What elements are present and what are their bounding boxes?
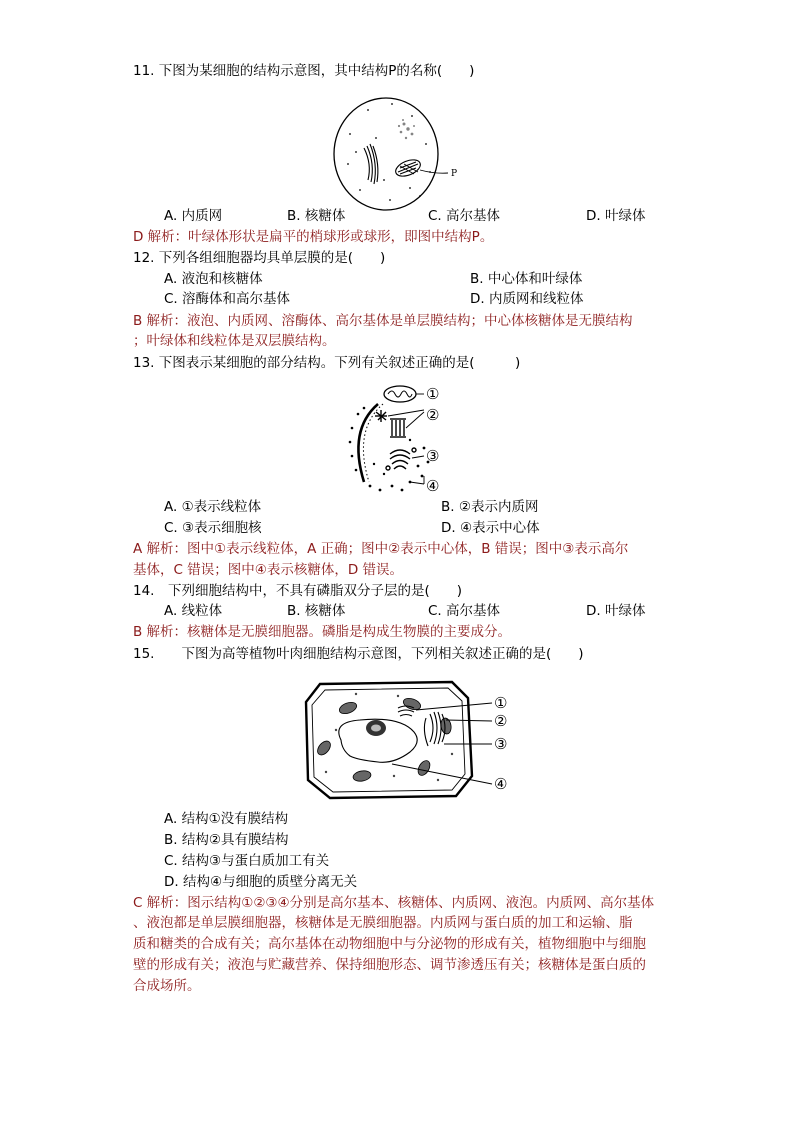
- q13-answer-line-1: A 解析：图中①表示线粒体，A 正确；图中②表示中心体，B 错误；图中③表示高尔: [133, 541, 629, 557]
- q11-label-p: P: [451, 169, 458, 179]
- q14-answer: B 解析：核糖体是无膜细胞器。磷脂是构成生物膜的主要成分。: [133, 624, 512, 640]
- q12-option-d: D. 内质网和线粒体: [470, 291, 584, 307]
- q15-answer-line-5: 合成场所。: [133, 978, 201, 994]
- q13-option-a: A. ①表示线粒体: [164, 499, 262, 515]
- q11-option-d: D. 叶绿体: [586, 208, 646, 224]
- q15-option-c: C. 结构③与蛋白质加工有关: [164, 853, 330, 869]
- q15-label-3: ③: [494, 735, 508, 753]
- q11-option-a: A. 内质网: [164, 208, 223, 224]
- q11-answer: D 解析：叶绿体形状是扁平的梢球形或球形，即图中结构P。: [133, 229, 494, 245]
- q15-option-a: A. 结构①没有膜结构: [164, 811, 289, 827]
- q14-option-c: C. 高尔基体: [428, 603, 501, 619]
- q13-label-2: ②: [426, 406, 440, 424]
- q12-option-a: A. 液泡和核糖体: [164, 271, 263, 287]
- q14-option-d: D. 叶绿体: [586, 603, 646, 619]
- q12-stem: 12. 下列各组细胞器均具单层膜的是( ): [133, 250, 386, 266]
- q11-option-b: B. 核糖体: [287, 208, 346, 224]
- q15-label-2: ②: [494, 712, 508, 730]
- q14-option-b: B. 核糖体: [287, 603, 346, 619]
- q15-answer-line-4: 壁的形成有关；液泡与贮藏营养、保持细胞形态、调节渗透压有关；核糖体是蛋白质的: [133, 957, 646, 973]
- q14-option-a: A. 线粒体: [164, 603, 223, 619]
- q11-option-c: C. 高尔基体: [428, 208, 501, 224]
- q13-option-d: D. ④表示中心体: [441, 520, 540, 536]
- q15-label-1: ①: [494, 694, 508, 712]
- q15-option-b: B. 结构②具有膜结构: [164, 832, 289, 848]
- q13-option-c: C. ③表示细胞核: [164, 520, 262, 536]
- q13-label-1: ①: [426, 385, 440, 403]
- q13-cell-figure: [340, 378, 460, 496]
- q13-label-4: ④: [426, 477, 440, 495]
- q12-option-c: C. 溶酶体和高尔基体: [164, 291, 291, 307]
- q11-stem: 11. 下图为某细胞的结构示意图，其中结构P的名称( ): [133, 63, 475, 79]
- q14-stem: 14. 下列细胞结构中，不具有磷脂双分子层的是( ): [133, 583, 463, 599]
- q11-cell-figure: [330, 94, 470, 214]
- q15-answer-line-1: C 解析：图示结构①②③④分别是高尔基本、核糖体、内质网、液泡。内质网、高尔基体: [133, 895, 655, 911]
- q13-label-3: ③: [426, 447, 440, 465]
- q15-answer-line-3: 质和糖类的合成有关；高尔基体在动物细胞中与分泌物的形成有关，植物细胞中与细胞: [133, 936, 646, 952]
- q12-answer-line-2: ；叶绿体和线粒体是双层膜结构。: [133, 333, 336, 349]
- q15-stem: 15. 下图为高等植物叶肉细胞结构示意图，下列相关叙述正确的是( ): [133, 646, 584, 662]
- q15-option-d: D. 结构④与细胞的质壁分离无关: [164, 874, 358, 890]
- q15-answer-line-2: 、液泡都是单层膜细胞器，核糖体是无膜细胞器。内质网与蛋白质的加工和运输、脂: [133, 915, 633, 931]
- q12-option-b: B. 中心体和叶绿体: [470, 271, 583, 287]
- q12-answer-line-1: B 解析：液泡、内质网、溶酶体、高尔基体是单层膜结构；中心体核糖体是无膜结构: [133, 313, 633, 329]
- q15-label-4: ④: [494, 775, 508, 793]
- q15-plant-cell-figure: [296, 676, 518, 804]
- q13-stem: 13. 下图表示某细胞的部分结构。下列有关叙述正确的是( ): [133, 355, 521, 371]
- q13-option-b: B. ②表示内质网: [441, 499, 539, 515]
- q13-answer-line-2: 基体，C 错误；图中④表示核糖体，D 错误。: [133, 562, 404, 578]
